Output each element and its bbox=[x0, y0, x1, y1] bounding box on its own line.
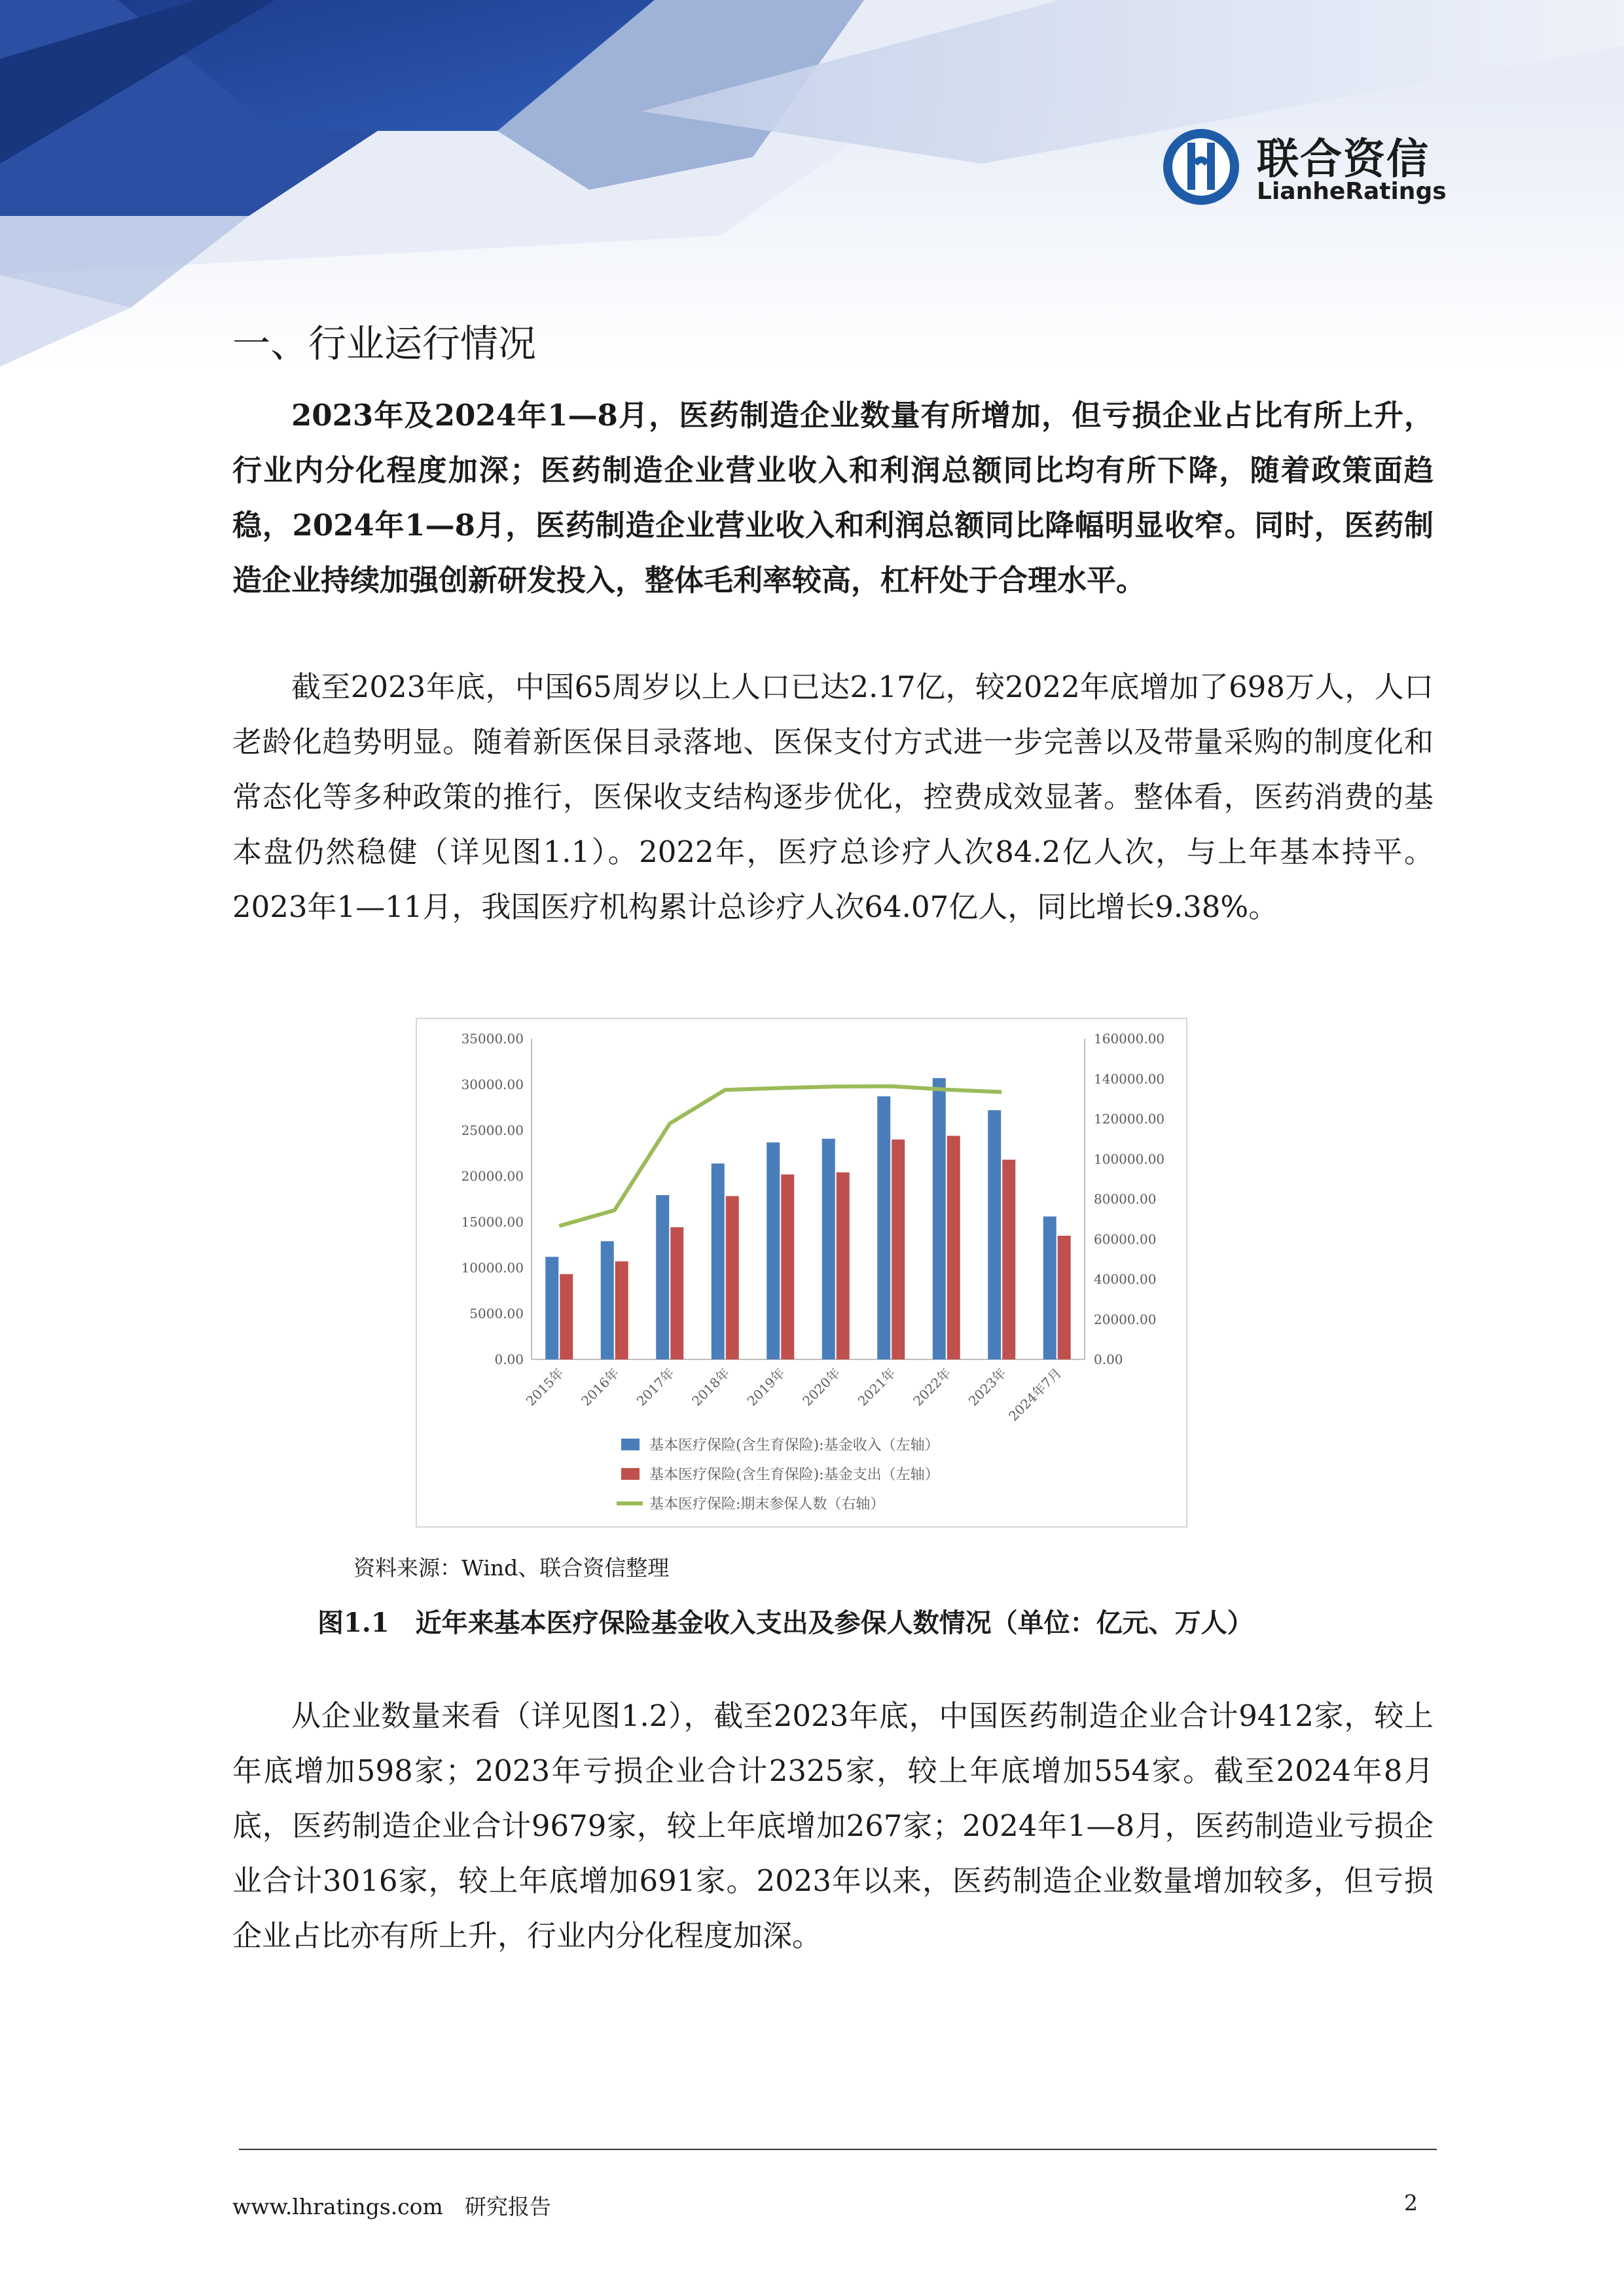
bar-fund-expense bbox=[1058, 1236, 1071, 1359]
section-title: 一、行业运行情况 bbox=[232, 321, 537, 366]
bar-fund-income bbox=[933, 1078, 946, 1359]
bar-fund-income bbox=[877, 1096, 890, 1359]
legend-label: 基本医疗保险(含生育保险):基金支出（左轴） bbox=[649, 1467, 939, 1483]
right-tick-label: 160000.00 bbox=[1094, 1031, 1165, 1047]
left-tick-label: 0.00 bbox=[494, 1352, 524, 1367]
bar-fund-income bbox=[767, 1142, 780, 1359]
right-tick-label: 20000.00 bbox=[1094, 1311, 1157, 1327]
bar-fund-expense bbox=[1002, 1160, 1015, 1359]
right-tick-label: 140000.00 bbox=[1094, 1071, 1165, 1087]
lianhe-logo-icon bbox=[1159, 124, 1244, 209]
left-tick-label: 10000.00 bbox=[461, 1260, 524, 1276]
figure-source: 资料来源：Wind、联合资信整理 bbox=[353, 1555, 670, 1581]
bar-fund-expense bbox=[560, 1274, 573, 1359]
brand-logo bbox=[1159, 124, 1447, 209]
x-tick-label: 2017年 bbox=[633, 1365, 677, 1409]
right-tick-label: 60000.00 bbox=[1094, 1231, 1157, 1247]
brand-name-cn: 联合资信 bbox=[1257, 135, 1430, 184]
page-number: 2 bbox=[1404, 2190, 1418, 2215]
x-tick-label: 2024年7月 bbox=[1005, 1365, 1065, 1424]
bar-fund-expense bbox=[726, 1196, 739, 1359]
footer-url: www.lhratings.com 研究报告 bbox=[232, 2194, 551, 2219]
bar-fund-expense bbox=[892, 1139, 905, 1359]
x-tick-label: 2020年 bbox=[799, 1365, 844, 1409]
x-tick-label: 2022年 bbox=[910, 1365, 954, 1409]
legend-swatch-bar bbox=[621, 1468, 640, 1480]
bar-fund-income bbox=[712, 1164, 725, 1359]
insurance-fund-chart bbox=[416, 1018, 1187, 1528]
right-tick-label: 40000.00 bbox=[1094, 1271, 1157, 1287]
bar-fund-expense bbox=[837, 1172, 850, 1359]
right-tick-label: 80000.00 bbox=[1094, 1191, 1157, 1207]
enterprise-paragraph: 从企业数量来看（详见图1.2），截至2023年底，中国医药制造企业合计9412家，较上年底增加598家；2023年亏损企业合计2325家，较上年底增加554家。截至2024年8月底，医药制造企业合计9679家，较上年底增加267家；2024年1—8月，医药制造业亏损企业合计3016家，较上年底增加691家。2023年以来，医药制造企业数量增加较多，但亏损企业占比亦有所上升，行业内分化程度加深。 bbox=[232, 1698, 1434, 1953]
x-tick-label: 2018年 bbox=[689, 1365, 733, 1409]
bar-fund-expense bbox=[947, 1136, 960, 1359]
bar-fund-income bbox=[601, 1241, 614, 1359]
bar-fund-income bbox=[988, 1110, 1001, 1359]
x-tick-label: 2016年 bbox=[578, 1365, 623, 1409]
figure-caption: 图1.1 近年来基本医疗保险基金收入支出及参保人数情况（单位：亿元、万人） bbox=[317, 1607, 1254, 1638]
legend-label: 基本医疗保险(含生育保险):基金收入（左轴） bbox=[649, 1437, 939, 1454]
right-tick-label: 0.00 bbox=[1094, 1352, 1123, 1367]
right-tick-label: 120000.00 bbox=[1094, 1111, 1165, 1127]
x-tick-label: 2019年 bbox=[744, 1365, 788, 1409]
left-tick-label: 20000.00 bbox=[461, 1168, 524, 1184]
left-tick-label: 25000.00 bbox=[461, 1122, 524, 1138]
brand-name-en: LianheRatings bbox=[1257, 178, 1447, 205]
left-tick-label: 15000.00 bbox=[461, 1214, 524, 1230]
x-tick-label: 2023年 bbox=[965, 1365, 1009, 1409]
legend-swatch-bar bbox=[621, 1439, 640, 1450]
bar-fund-expense bbox=[670, 1227, 683, 1359]
footer-divider bbox=[239, 2149, 1437, 2150]
chart-canvas bbox=[417, 1019, 1186, 1526]
bar-fund-income bbox=[1043, 1217, 1056, 1359]
summary-paragraph: 2023年及2024年1—8月，医药制造企业数量有所增加，但亏损企业占比有所上升，行业内分化程度加深；医药制造企业营业收入和利润总额同比均有所下降，随着政策面趋稳，2024年1—8月，医药制造企业营业收入和利润总额同比降幅明显收窄。同时，医药制造企业持续加强创新研发投入，整体毛利率较高，杠杆处于合理水平。 bbox=[232, 398, 1434, 598]
bar-fund-expense bbox=[781, 1174, 794, 1359]
demand-paragraph: 截至2023年底，中国65周岁以上人口已达2.17亿，较2022年底增加了698万人，人口老龄化趋势明显。随着新医保目录落地、医保支付方式进一步完善以及带量采购的制度化和常态化等多种政策的推行，医保收支结构逐步优化，控费成效显著。整体看，医药消费的基本盘仍然稳健（详见图1.1）。2022年，医疗总诊疗人次84.2亿人次，与上年基本持平。2023年1—11月，我国医疗机构累计总诊疗人次64.07亿人，同比增长9.38%。 bbox=[232, 670, 1434, 924]
bar-fund-income bbox=[822, 1139, 835, 1359]
right-tick-label: 100000.00 bbox=[1094, 1151, 1165, 1167]
bar-fund-income bbox=[656, 1195, 669, 1359]
bar-fund-income bbox=[545, 1257, 558, 1359]
left-tick-label: 30000.00 bbox=[461, 1077, 524, 1092]
legend-label: 基本医疗保险:期末参保人数（右轴） bbox=[649, 1496, 885, 1513]
left-tick-label: 5000.00 bbox=[469, 1306, 524, 1321]
left-tick-label: 35000.00 bbox=[461, 1031, 524, 1047]
x-tick-label: 2021年 bbox=[854, 1365, 899, 1409]
bar-fund-expense bbox=[615, 1261, 628, 1359]
x-tick-label: 2015年 bbox=[522, 1365, 567, 1409]
